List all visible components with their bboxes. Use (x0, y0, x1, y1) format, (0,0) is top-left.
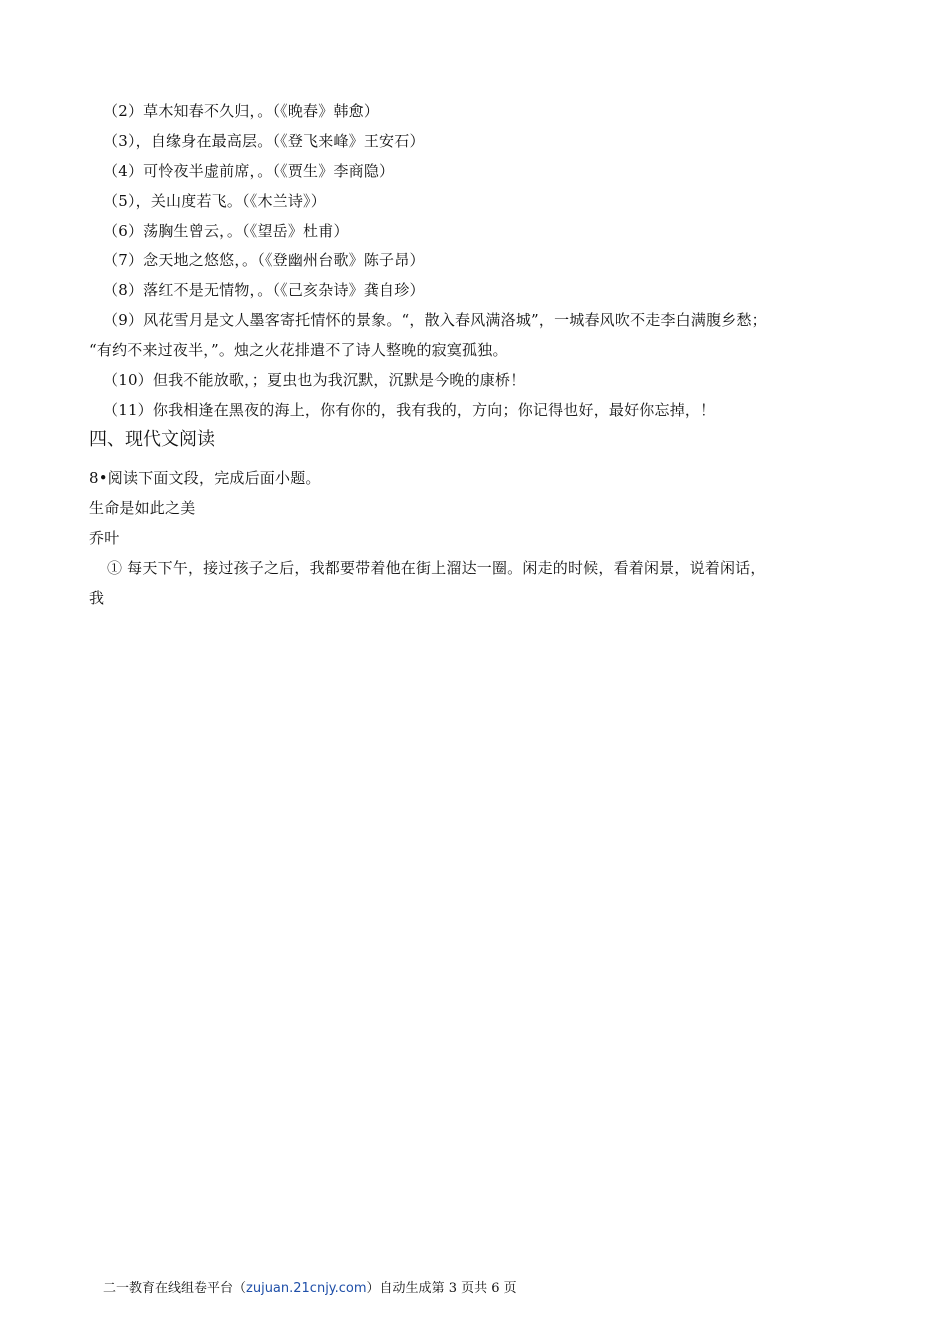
fill-in-item-8: （8）落红不是无情物，。（《己亥杂诗》龚自珍） (103, 281, 425, 299)
fill-in-item-4: （4）可怜夜半虚前席，。（《贾生》李商隐） (103, 162, 395, 180)
paragraph-1-line-2: 我 (89, 589, 105, 607)
fill-in-item-9-continued: “有约不来过夜半，”。烛之火花排遣不了诗人整晚的寂寞孤独。 (89, 341, 508, 359)
fill-in-item-3: （3），自缘身在最高层。（《登飞来峰》王安石） (103, 132, 425, 150)
fill-in-item-2: （2）草木知春不久归，。（《晚春》韩愈） (103, 102, 380, 120)
fill-in-item-6: （6）荡胸生曾云，。（《望岳》杜甫） (103, 222, 349, 240)
paragraph-1-line-1: ① 每天下午，接过孩子之后，我都要带着他在街上溜达一圈。闲走的时候，看着闲景，说着闲话， (107, 559, 766, 577)
footer-url-link[interactable]: zujuan.21cnjy.com (246, 1281, 367, 1296)
footer-suffix: ）自动生成 (366, 1281, 432, 1296)
article-author: 乔叶 (89, 529, 120, 547)
fill-in-item-7: （7）念天地之悠悠，。（《登幽州台歌》陈子昂） (103, 251, 425, 269)
fill-in-item-9: （9）风花雪月是文人墨客寄托情怀的景象。“，散入春风满洛城”，一城春风吹不走李白满腹乡愁； (103, 311, 767, 329)
footer-page-info: 第 3 页共 6 页 (431, 1281, 517, 1296)
page-footer (103, 1280, 517, 1298)
question-intro: 8•阅读下面文段，完成后面小题。 (89, 469, 321, 487)
fill-in-item-11: （11）你我相逢在黑夜的海上，你有你的，我有我的，方向；你记得也好，最好你忘掉，！ (103, 401, 716, 419)
fill-in-item-5: （5），关山度若飞。（《木兰诗》） (103, 192, 326, 210)
fill-in-item-10: （10）但我不能放歌，；夏虫也为我沉默，沉默是今晚的康桥！ (103, 371, 526, 389)
footer-platform: 二一教育在线组卷平台（ (103, 1281, 247, 1296)
article-title: 生命是如此之美 (89, 499, 196, 517)
section-title: 四、现代文阅读 (89, 429, 215, 450)
